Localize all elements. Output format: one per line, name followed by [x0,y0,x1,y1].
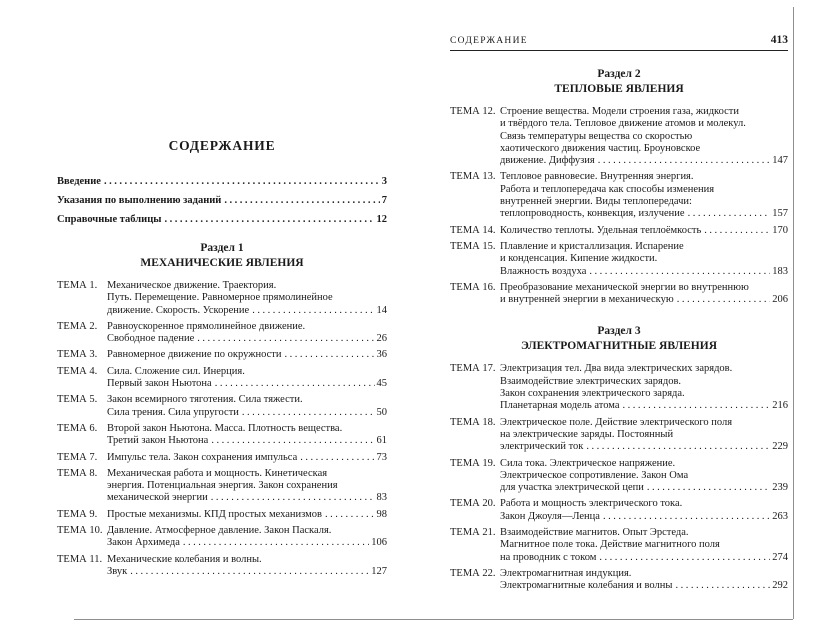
toc-entry [450,225,788,237]
toc-entry-number: ТЕМА 14. [450,224,496,236]
toc-page-number: 26 [376,333,387,345]
toc-entry [57,452,387,464]
toc-entry-line-text: Количество теплоты. Удельная теплоёмкость [500,224,702,236]
dot-leader [704,225,770,237]
dot-leader [647,482,770,494]
toc-entry-number: ТЕМА 7. [57,451,98,463]
toc-entry-number: ТЕМА 22. [450,567,496,579]
toc-entry-text [107,423,387,448]
toc-entry [450,527,788,564]
toc-entry-number: ТЕМА 9. [57,508,98,520]
toc-entry-line: Электрическое поле. Действие электрического поля [500,416,733,428]
toc-entry-last-line [500,552,788,564]
toc-entry-text [500,171,788,220]
toc-entry-number: ТЕМА 13. [450,171,496,183]
toc-entry-number: ТЕМА 2. [57,320,98,332]
left-page [57,138,387,582]
toc-entry [450,498,788,523]
toc-entry-line: Магнитное поле тока. Действие магнитного поля [500,539,720,551]
dot-leader [598,155,770,167]
toc-entry-line: Механическое движение. Траектория. [107,280,277,291]
dot-leader [623,400,771,412]
section-title: Раздел 3 [597,325,641,338]
toc-page-number: 147 [772,155,788,167]
toc-entry-line-text: для участка электрической цепи [500,482,644,494]
toc-entry-number: ТЕМА 18. [450,416,496,428]
toc-page-number: 239 [772,482,788,494]
toc-entry [57,366,387,391]
toc-entry-last-line [500,441,788,453]
dot-leader [300,452,374,464]
toc-entry-number: ТЕМА 20. [450,498,496,510]
toc-entry-line: Давление. Атмосферное давление. Закон Паскаля. [107,525,332,537]
toc-entry-line: Закон всемирного тяготения. Сила тяжести. [107,394,303,406]
toc-entry-line-text: Импульс тела. Закон сохранения импульса [107,451,298,463]
toc-entry-text [107,509,387,521]
toc-page-number: 83 [376,492,387,504]
toc-entry [57,349,387,361]
toc-page-number: 45 [376,378,387,390]
front-matter-list [57,176,387,226]
toc-entry-line: Строение вещества. Модели строения газа, жидкости [500,106,739,117]
toc-entry [57,509,387,521]
section-subtitle: МЕХАНИЧЕСКИЕ ЯВЛЕНИЯ [140,257,304,269]
toc-entry-line-text: Свободное падение [107,333,195,345]
front-matter-label: Указания по выполнению заданий [57,195,222,206]
toc-page-number: 229 [772,441,788,453]
toc-page-number: 157 [772,208,788,220]
toc-entry [450,282,788,307]
toc-entry-line: Преобразование механической энергии во внутреннюю [500,281,749,293]
toc-entry-line: энергия. Потенциальная энергия. Закон сохранения [107,480,338,492]
dot-leader [589,266,770,278]
toc-entry-number: ТЕМА 16. [450,281,496,293]
toc-entry-last-line [500,208,788,220]
toc-entry-line: Работа и мощность электрического тока. [500,498,683,510]
toc-entry-line-text: Равномерное движение по окружности [107,349,282,361]
dot-leader [183,537,369,549]
toc-entry-last-line [107,566,387,578]
front-matter-label: Введение [57,176,101,187]
toc-entry-text [500,225,788,237]
toc-entry-number: ТЕМА 15. [450,240,496,252]
toc-entry-line: на электрические заряды. Постоянный [500,428,674,440]
page-edge-right [793,7,794,619]
toc-entry-last-line [500,155,788,167]
dot-leader [599,552,770,564]
toc-entry-last-line [500,294,788,306]
toc-entry-line: Взаимодействие электрических зарядов. [500,375,682,387]
toc-page-number: 106 [371,537,387,549]
toc-page-number: 36 [376,349,387,361]
toc-entry-line: Взаимодействие магнитов. Опыт Эрстеда. [500,527,689,539]
dot-leader [252,305,374,317]
dot-leader [211,492,375,504]
dot-leader [242,407,375,419]
toc-entry-text [500,527,788,564]
toc-entry-line-text: движение. Скорость. Ускорение [107,304,250,316]
toc-entry-line: Электрическое сопротивление. Закон Ома [500,469,689,481]
toc-entry-number: ТЕМА 1. [57,280,98,291]
toc-entry [450,568,788,593]
toc-title: СОДЕРЖАНИЕ [168,138,276,153]
dot-leader [104,176,380,188]
section-title: Раздел 1 [200,242,244,254]
toc-entry [450,417,788,454]
toc-section [57,241,387,578]
toc-entry-line: хаотического движения частиц. Броуновское [500,142,701,154]
dot-leader [164,214,374,226]
toc-entry-text [500,458,788,495]
toc-entry-last-line [500,580,788,592]
toc-entry-line-text: Третий закон Ньютона [107,435,209,447]
right-page [450,34,788,597]
toc-entry-line: Равноускоренное прямолинейное движение. [107,320,306,332]
toc-entry-last-line [500,400,788,412]
toc-entry-last-line [500,225,788,237]
toc-entry-text [107,525,387,550]
toc-page-number: 61 [376,435,387,447]
toc-entry [57,394,387,419]
toc-entry-last-line [500,482,788,494]
toc-entry-line: Работа и теплопередача как способы изменения [500,183,715,195]
dot-leader [603,511,770,523]
section-subtitle: ЭЛЕКТРОМАГНИТНЫЕ ЯВЛЕНИЯ [520,340,718,353]
toc-entry-last-line [107,509,387,521]
toc-page-number: 50 [376,406,387,418]
toc-entry-line-text: Влажность воздуха [500,265,587,277]
toc-entry-line: Сила. Сложение сил. Инерция. [107,365,245,377]
toc-page-number: 73 [376,451,387,463]
toc-entry-number: ТЕМА 19. [450,457,496,469]
toc-entry-line-text: Звук [107,565,128,577]
toc-entry-number: ТЕМА 10. [57,525,103,537]
toc-entry-line: Механическая работа и мощность. Кинетическая [107,467,328,479]
toc-entry-line: Тепловое равновесие. Внутренняя энергия. [500,171,694,183]
toc-entry-text [500,282,788,307]
toc-entry-line: Связь температуры вещества со скоростью [500,130,693,142]
dot-leader [224,195,379,207]
front-matter-row [57,176,387,188]
toc-entry-text [107,468,387,505]
toc-page-number: 14 [376,304,387,316]
dot-leader [586,441,770,453]
toc-entry-text [107,554,387,579]
toc-entry-line: Закон сохранения электрического заряда. [500,388,685,400]
front-matter-page-number: 7 [381,195,387,206]
toc-entry-number: ТЕМА 5. [57,394,98,406]
toc-entry-number: ТЕМА 12. [450,106,496,117]
toc-page-number: 98 [376,508,387,520]
toc-entry [57,423,387,448]
toc-section [450,324,788,592]
toc-entry-number: ТЕМА 4. [57,365,98,377]
dot-leader [211,435,374,447]
toc-section [450,67,788,306]
toc-entry-line-text: Первый закон Ньютона [107,378,212,390]
toc-entry-line-text: Закон Архимеда [107,537,180,549]
toc-entry-text [107,321,387,346]
toc-entry-line: и твёрдого тела. Тепловое движение атомов и молекул. [500,118,746,130]
toc-entry-last-line [107,435,387,447]
toc-entry-text [500,106,788,167]
toc-entry-last-line [500,511,788,523]
dot-leader [197,333,374,345]
toc-page-number: 216 [772,400,788,412]
toc-entry-text [107,349,387,361]
toc-entry-text [107,394,387,419]
toc-entry-line-text: Сила трения. Сила упругости [107,406,239,418]
toc-entry-last-line [107,492,387,504]
toc-entry-line-text: Электромагнитные колебания и волны [500,580,673,592]
toc-entry-line-text: и внутренней энергии в механическую [500,294,674,306]
toc-entry-number: ТЕМА 21. [450,527,496,539]
toc-entry-line: Плавление и кристаллизация. Испарение [500,240,684,252]
dot-leader [677,294,771,306]
toc-entry-line-text: на проводник с током [500,551,597,563]
toc-entry-line-text: Планетарная модель атома [500,400,620,412]
dot-leader [675,580,770,592]
toc-entry-last-line [107,378,387,390]
front-matter-row [57,214,387,226]
running-header-title: СОДЕРЖАНИЕ [450,36,528,46]
toc-entry-text [107,366,387,391]
toc-entry-line: и конденсация. Кипение жидкости. [500,253,658,265]
toc-entry [450,458,788,495]
toc-entry-number: ТЕМА 3. [57,349,98,361]
toc-entry-line-text: теплопроводность, конвекция, излучение [500,208,685,220]
toc-entry-text [500,241,788,278]
toc-entry-line-text: Простые механизмы. КПД простых механизмов [107,508,323,520]
dot-leader [130,566,369,578]
toc-entry [57,280,387,317]
toc-entry-number: ТЕМА 6. [57,422,98,434]
toc-page-number: 263 [772,510,788,522]
running-header-rule [450,50,788,51]
dot-leader [688,208,771,220]
toc-entry-line: Механические колебания и волны. [107,553,262,565]
running-header [450,34,788,46]
front-matter-page-number: 12 [376,214,387,225]
toc-entry-last-line [107,333,387,345]
toc-entry-number: ТЕМА 8. [57,467,98,479]
toc-page-number: 183 [772,265,788,277]
toc-page-number: 206 [772,294,788,306]
toc-page-number: 292 [772,580,788,592]
front-matter-row [57,195,387,207]
front-matter-label: Справочные таблицы [57,214,162,225]
toc-entry [450,241,788,278]
toc-entry-line: Электризация тел. Два вида электрических зарядов. [500,363,733,375]
left-page-sections [57,241,387,578]
toc-page-number: 127 [371,565,387,577]
dot-leader [215,378,375,390]
toc-entry-last-line [107,452,387,464]
toc-entry [450,363,788,412]
toc-entry [57,525,387,550]
toc-entry-text [107,280,387,317]
toc-entry-text [500,568,788,593]
toc-entry-line: Путь. Перемещение. Равномерное прямолинейное [107,292,333,304]
toc-entry-text [500,498,788,523]
toc-entry-line: Сила тока. Электрическое напряжение. [500,457,676,469]
toc-entry-text [500,363,788,412]
toc-entry-line: Второй закон Ньютона. Масса. Плотность вещества. [107,422,343,434]
toc-entry-line: внутренней энергии. Виды теплопередачи: [500,196,692,208]
right-page-sections [450,67,788,593]
toc-entry-line-text: механической энергии [107,492,208,504]
section-title: Раздел 2 [597,68,641,80]
toc-entry-line: Электромагнитная индукция. [500,567,632,579]
toc-entry-last-line [107,537,387,549]
toc-entry-last-line [500,266,788,278]
running-header-page-number: 413 [770,34,788,46]
toc-page-number: 274 [772,551,788,563]
toc-entry [57,468,387,505]
toc-entry-last-line [107,305,387,317]
toc-entry-line-text: Закон Джоуля—Ленца [500,510,600,522]
page-edge-bottom [74,619,793,620]
toc-entry [450,106,788,167]
toc-entry-number: ТЕМА 11. [57,553,103,565]
toc-entry [57,554,387,579]
toc-entry-number: ТЕМА 17. [450,363,496,375]
toc-entry [57,321,387,346]
dot-leader [285,349,375,361]
toc-entry-last-line [107,407,387,419]
toc-entry-line-text: движение. Диффузия [500,155,595,167]
section-subtitle: ТЕПЛОВЫЕ ЯВЛЕНИЯ [554,83,684,95]
toc-page-number: 170 [772,224,788,236]
toc-entry-text [500,417,788,454]
toc-entry [450,171,788,220]
front-matter-page-number: 3 [381,176,387,187]
toc-entry-text [107,452,387,464]
toc-entry-line-text: электрический ток [500,441,584,453]
toc-entry-last-line [107,349,387,361]
dot-leader [325,509,374,521]
